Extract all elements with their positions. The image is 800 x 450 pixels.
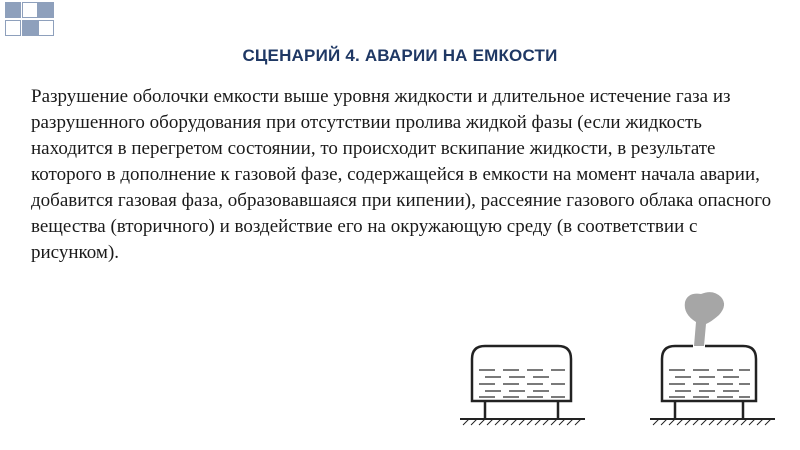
slide-title: СЦЕНАРИЙ 4. АВАРИИ НА ЕМКОСТИ	[242, 46, 558, 65]
intact-tank	[460, 346, 585, 425]
ruptured-tank	[650, 292, 775, 425]
slide-body-text: Разрушение оболочки емкости выше уровня жидкости и длительное истечение газа из разрушенного оборудования при отсутствии пролива жидкой фазы (если жидкость находится в перегретом состоянии, то происходит вскипание жидкости, в результате которого в дополнение к газовой фазе, содержащейся в емкости на момент начала аварии, добавится газовая фаза, образовавшаяся при кипении), рассеяние газового облака опасного вещества (вторичного) и воздействие его на окружающую среду (в соответствии с рисунком).	[31, 86, 772, 263]
gas-cloud	[685, 292, 724, 346]
tank-rupture-illustration	[455, 286, 785, 446]
corner-square-pattern	[0, 0, 160, 40]
